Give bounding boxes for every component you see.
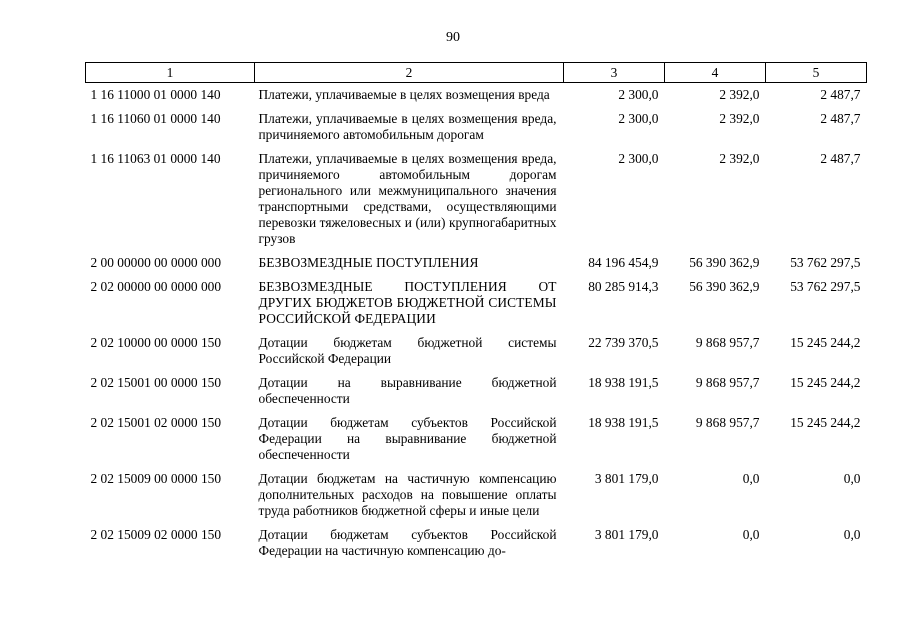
row-value-3: 15 245 244,2 (790, 415, 861, 430)
table-row (86, 83, 867, 108)
row-value-2: 2 392,0 (719, 111, 760, 126)
row-value-2: 2 392,0 (719, 151, 760, 166)
row-name: Платежи, уплачиваемые в целях возмещения вреда (258, 87, 550, 102)
row-value-2: 56 390 362,9 (689, 255, 760, 270)
table-row (86, 467, 867, 523)
column-header-5: 5 (766, 63, 867, 83)
row-value-1: 3 801 179,0 (594, 471, 659, 486)
row-code: 2 02 15009 00 0000 150 (90, 471, 222, 486)
row-name: Дотации бюджетам субъектов Российской Федерации на выравнивание бюджетной обеспеченности (258, 415, 557, 462)
row-value-1: 84 196 454,9 (588, 255, 659, 270)
row-name: Дотации бюджетам субъектов Российской Федерации на частичную компенсацию до- (258, 527, 557, 558)
column-header-1: 1 (86, 63, 255, 83)
row-value-1: 2 300,0 (618, 151, 659, 166)
row-code: 1 16 11063 01 0000 140 (90, 151, 221, 166)
row-name: Дотации бюджетам бюджетной системы Российской Федерации (258, 335, 557, 366)
budget-table (85, 62, 867, 563)
row-value-1: 3 801 179,0 (594, 527, 659, 542)
row-value-1: 80 285 914,3 (588, 279, 659, 294)
row-value-3: 2 487,7 (820, 87, 861, 102)
row-value-2: 0,0 (742, 471, 760, 486)
row-value-3: 53 762 297,5 (790, 279, 861, 294)
row-value-3: 15 245 244,2 (790, 335, 861, 350)
row-name: Дотации бюджетам на частичную компенсацию дополнительных расходов на повышение оплаты труда работников бюджетной сферы и иные цели (258, 471, 557, 518)
row-code: 1 16 11060 01 0000 140 (90, 111, 221, 126)
table-row (86, 147, 867, 251)
row-name: БЕЗВОЗМЕЗДНЫЕ ПОСТУПЛЕНИЯ (258, 255, 479, 270)
table-row (86, 251, 867, 275)
header-row (86, 63, 867, 83)
row-value-2: 9 868 957,7 (695, 375, 760, 390)
row-code: 2 02 15009 02 0000 150 (90, 527, 222, 542)
row-value-3: 2 487,7 (820, 111, 861, 126)
row-value-3: 53 762 297,5 (790, 255, 861, 270)
row-value-1: 18 938 191,5 (588, 415, 659, 430)
row-code: 2 02 00000 00 0000 000 (90, 279, 222, 294)
row-name: БЕЗВОЗМЕЗДНЫЕ ПОСТУПЛЕНИЯ ОТ ДРУГИХ БЮДЖЕТОВ БЮДЖЕТНОЙ СИСТЕМЫ РОССИЙСКОЙ ФЕДЕРАЦИИ (258, 279, 557, 326)
row-code: 2 02 15001 02 0000 150 (90, 415, 222, 430)
row-value-2: 56 390 362,9 (689, 279, 760, 294)
table-row (86, 523, 867, 563)
row-code: 1 16 11000 01 0000 140 (90, 87, 221, 102)
row-code: 2 02 10000 00 0000 150 (90, 335, 222, 350)
column-header-3: 3 (564, 63, 665, 83)
column-header-2: 2 (255, 63, 564, 83)
row-value-2: 9 868 957,7 (695, 335, 760, 350)
table-row (86, 411, 867, 467)
row-name: Платежи, уплачиваемые в целях возмещения вреда, причиняемого автомобильным дорогам регионального или межмуниципального значения транспортными средствами, осуществляющими перевозки тяжеловесных и (или) крупногабаритных грузов (258, 151, 557, 246)
row-value-3: 15 245 244,2 (790, 375, 861, 390)
row-value-1: 2 300,0 (618, 111, 659, 126)
row-value-3: 0,0 (843, 527, 861, 542)
row-name: Платежи, уплачиваемые в целях возмещения вреда, причиняемого автомобильным дорогам (258, 111, 557, 142)
row-name: Дотации на выравнивание бюджетной обеспеченности (258, 375, 557, 406)
row-value-1: 22 739 370,5 (588, 335, 659, 350)
table-row (86, 331, 867, 371)
page-number: 90 (446, 30, 460, 45)
row-code: 2 00 00000 00 0000 000 (90, 255, 222, 270)
table-row (86, 107, 867, 147)
row-value-1: 2 300,0 (618, 87, 659, 102)
row-value-3: 0,0 (843, 471, 861, 486)
row-value-1: 18 938 191,5 (588, 375, 659, 390)
row-value-2: 2 392,0 (719, 87, 760, 102)
table-row (86, 275, 867, 331)
column-header-4: 4 (665, 63, 766, 83)
row-code: 2 02 15001 00 0000 150 (90, 375, 222, 390)
row-value-2: 0,0 (742, 527, 760, 542)
table-row (86, 371, 867, 411)
row-value-3: 2 487,7 (820, 151, 861, 166)
row-value-2: 9 868 957,7 (695, 415, 760, 430)
